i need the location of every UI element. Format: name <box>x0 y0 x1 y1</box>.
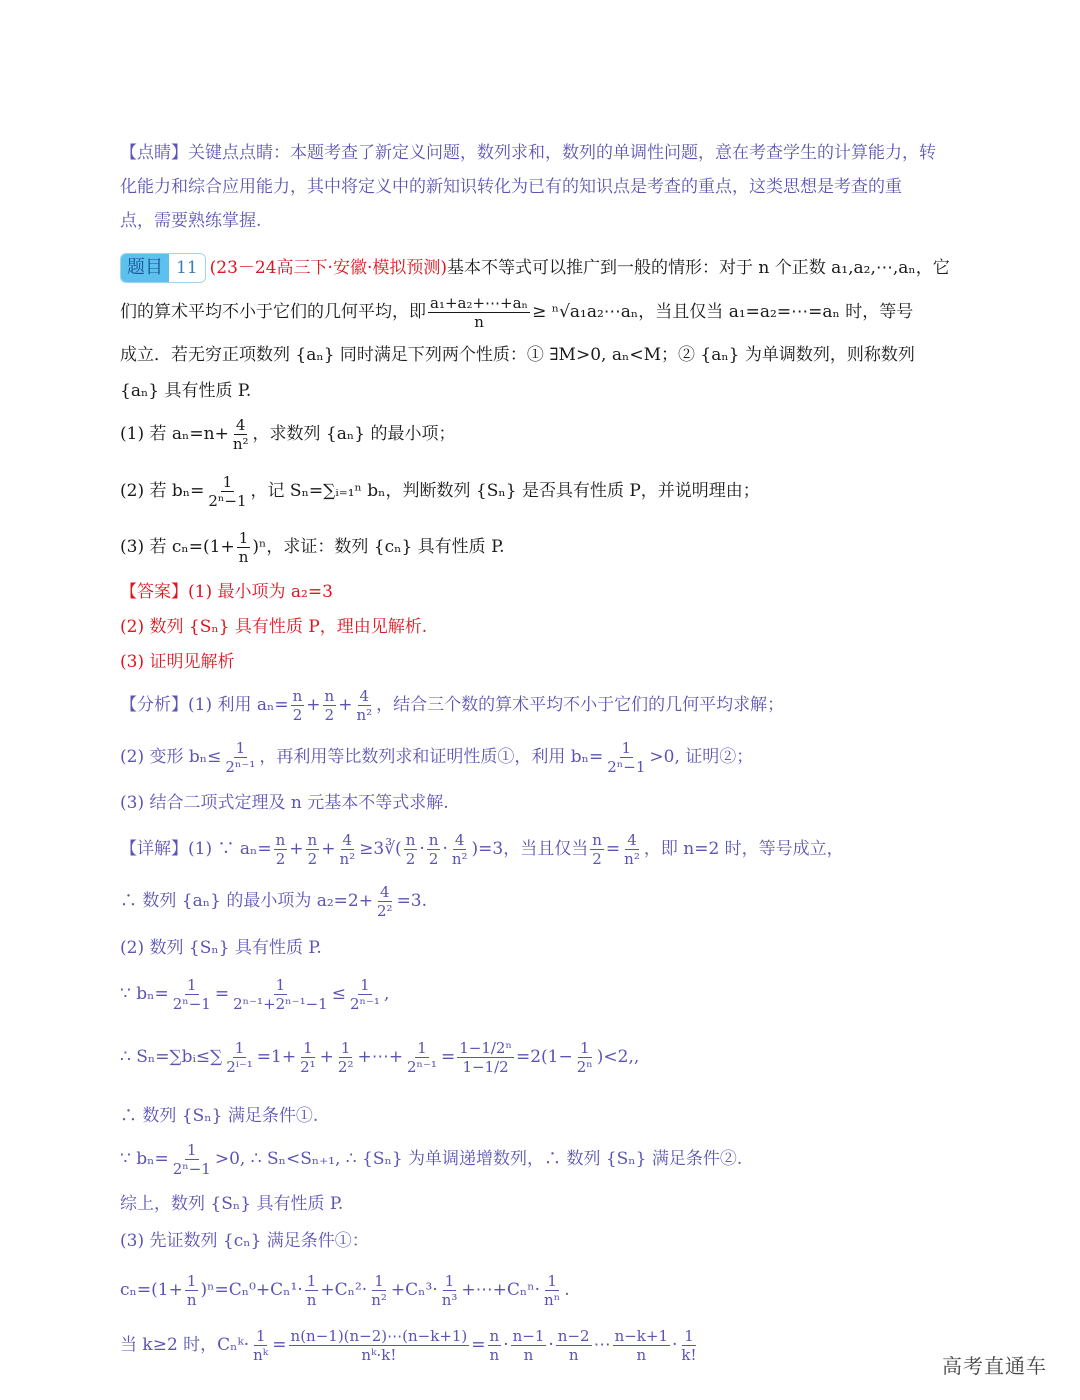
text-segment: )ⁿ，求证：数列 {cₙ} 具有性质 P. <box>252 537 505 557</box>
detail-line-7 <box>120 1136 742 1182</box>
text-segment: ≥3∛( <box>359 839 402 859</box>
text-segment: =1+ <box>256 1047 297 1067</box>
fraction-denominator: 2 <box>292 705 303 724</box>
text-segment: >0, 证明②； <box>649 747 754 767</box>
fraction-denominator: n <box>523 1345 534 1364</box>
fraction-denominator: 2 <box>405 849 416 868</box>
fraction-numerator: 1 <box>684 1326 694 1345</box>
fraction <box>171 1141 213 1178</box>
problem-line-4 <box>120 368 251 414</box>
text-segment: 当 k≥2 时，Cₙᵏ· <box>120 1335 250 1355</box>
text-segment: . <box>564 1280 570 1300</box>
fraction-denominator: 1−1/2 <box>462 1057 509 1076</box>
fraction-denominator: n <box>636 1345 647 1364</box>
fraction-denominator: n² <box>356 705 373 724</box>
text-segment: + <box>338 695 353 715</box>
text-segment: · <box>672 1335 678 1355</box>
fraction-denominator: 2ⁿ−1 <box>172 994 211 1013</box>
answer-line-3 <box>120 639 234 685</box>
fraction <box>274 831 288 868</box>
fraction <box>375 883 395 920</box>
text-segment: (2) 数列 {Sₙ} 具有性质 P，理由见解析. <box>120 617 428 637</box>
fraction-denominator: k! <box>681 1345 697 1364</box>
problem-part-1 <box>120 411 455 457</box>
text-segment: =3. <box>396 891 428 911</box>
text-segment: = <box>471 1335 486 1355</box>
text-segment: +Cₙ²· <box>320 1280 368 1300</box>
question-badge <box>120 253 206 283</box>
fraction <box>354 687 374 724</box>
text-segment: ，记 Sₙ=∑ᵢ₌₁ⁿ bₙ，判断数列 {Sₙ} 是否具有性质 P，并说明理由； <box>250 481 760 501</box>
text-segment: (3) 先证数列 {cₙ} 满足条件①： <box>120 1231 369 1251</box>
fraction-numerator: n <box>489 1326 500 1345</box>
fraction-denominator: nᵏ <box>253 1345 269 1364</box>
text-segment: ∵ bₙ= <box>120 1149 169 1169</box>
fraction-numerator: a₁+a₂+⋯+aₙ <box>430 293 529 312</box>
fraction <box>427 831 441 868</box>
fraction-denominator: nⁿ <box>544 1290 561 1309</box>
fraction <box>488 1327 502 1364</box>
fraction <box>237 529 251 566</box>
text-segment: ，结合三个数的算术平均不小于它们的几何平均求解； <box>376 695 785 715</box>
text-segment: )=3，当且仅当 <box>471 839 589 859</box>
fraction-numerator: n <box>428 830 439 849</box>
fraction-numerator: 1 <box>238 528 249 547</box>
text-segment: (2) 若 bₙ= <box>120 481 205 501</box>
fraction-numerator: 1 <box>186 1271 197 1290</box>
fraction-denominator: 2ⁱ⁻¹ <box>226 1057 253 1076</box>
fraction-denominator: 2ⁿ⁻¹ <box>349 994 380 1013</box>
fraction-denominator: n <box>306 1290 317 1309</box>
detail-line-9 <box>120 1218 369 1264</box>
problem-line-2 <box>120 289 913 335</box>
fraction <box>336 1039 356 1076</box>
text-segment: 【分析】(1) 利用 aₙ= <box>120 695 289 715</box>
fraction <box>231 416 251 453</box>
fraction-numerator: 1 <box>340 1038 351 1057</box>
fraction-denominator: 2ⁿ⁻¹ <box>225 757 256 776</box>
text-segment: + <box>319 1047 334 1067</box>
fraction-numerator: n <box>324 686 335 705</box>
fraction <box>251 1327 270 1364</box>
text-segment: = <box>440 1047 456 1067</box>
fraction <box>291 687 305 724</box>
fraction-denominator: n <box>186 1290 197 1309</box>
fraction-denominator: 2ⁿ⁻¹+2ⁿ⁻¹−1 <box>233 994 328 1013</box>
fraction-denominator: 2² <box>377 901 393 920</box>
fraction <box>556 1327 592 1364</box>
fraction-denominator: 2ⁿ−1 <box>208 491 247 510</box>
fraction-denominator: 2 <box>275 849 286 868</box>
text-segment: ⋯ <box>593 1335 611 1355</box>
text-segment: (1) 若 aₙ=n+ <box>120 424 229 444</box>
text-segment: (2) 数列 {Sₙ} 具有性质 P. <box>120 938 322 958</box>
text-segment: +Cₙ³· <box>390 1280 438 1300</box>
text-segment: = <box>605 839 621 859</box>
fraction-denominator: n <box>474 312 484 331</box>
fraction-denominator: 2ⁿ−1 <box>607 757 646 776</box>
text-segment: ∵ bₙ= <box>120 984 169 1004</box>
fraction-numerator: 4 <box>235 415 246 434</box>
text-segment: 【点睛】关键点点睛：本题考查了新定义问题，数列求和，数列的单调性问题，意在考查学生的计算能力，转 <box>120 143 936 163</box>
fraction-numerator: 1 <box>547 1271 557 1290</box>
text-segment: = <box>214 984 230 1004</box>
fraction-numerator: n(n−1)(n−2)⋯(n−k+1) <box>290 1326 468 1345</box>
text-segment: 点，需要熟练掌握. <box>120 211 262 231</box>
text-segment: = <box>272 1335 287 1355</box>
fraction-denominator: n² <box>339 849 356 868</box>
fraction <box>605 739 647 776</box>
text-segment: 综上，数列 {Sₙ} 具有性质 P. <box>120 1194 344 1214</box>
fraction-numerator: 4 <box>342 830 353 849</box>
fraction-denominator: 2 <box>428 849 439 868</box>
fraction <box>405 1039 439 1076</box>
fraction <box>323 687 337 724</box>
text-segment: 化能力和综合应用能力，其中将定义中的新知识转化为已有的知识点是考查的重点，这类思想是考查的重 <box>120 177 902 197</box>
detail-line-5 <box>120 1034 639 1080</box>
fraction-numerator: 1 <box>255 1326 266 1345</box>
text-segment: · <box>503 1335 509 1355</box>
fraction <box>622 831 642 868</box>
detail-line-2 <box>120 878 427 924</box>
fraction-numerator: 1 <box>621 738 632 757</box>
fraction-denominator: 2ⁿ⁻¹ <box>406 1057 437 1076</box>
text-segment: 成立．若无穷正项数列 {aₙ} 同时满足下列两个性质：① ∃M>0, aₙ<M；② {aₙ} 为单调数列，则称数列 <box>120 345 915 365</box>
dianjing-line-3 <box>120 198 261 244</box>
text-segment: +⋯+ <box>357 1047 403 1067</box>
fraction-numerator: n−1 <box>512 1326 545 1345</box>
detail-line-6 <box>120 1093 318 1139</box>
detail-line-11 <box>120 1322 701 1368</box>
fraction-numerator: n <box>275 830 286 849</box>
question-source: (23－24高三下·安徽·模拟预测) <box>209 258 447 278</box>
fraction-numerator: 4 <box>359 686 370 705</box>
fraction-numerator: 4 <box>380 882 390 901</box>
question-badge-label: 题目 <box>121 254 169 282</box>
detail-line-10 <box>120 1267 570 1313</box>
problem-part-2 <box>120 468 760 514</box>
fraction-numerator: n <box>405 830 416 849</box>
text-segment: , <box>383 984 390 1004</box>
fraction-numerator: 1 <box>417 1038 427 1057</box>
analysis-line-3 <box>120 780 449 826</box>
problem-part-3 <box>120 524 504 570</box>
fraction-numerator: n−k+1 <box>614 1326 669 1345</box>
fraction <box>590 831 604 868</box>
text-segment: >0, ∴ Sₙ<Sₙ₊₁, ∴ {Sₙ} 为单调递增数列，∴ 数列 {Sₙ} 满足条件②. <box>214 1149 743 1169</box>
text-segment: )ⁿ=Cₙ⁰+Cₙ¹· <box>200 1280 303 1300</box>
text-segment: · <box>548 1335 554 1355</box>
fraction <box>223 739 257 776</box>
text-segment: ∴ Sₙ=∑bᵢ≤∑ <box>120 1047 223 1067</box>
fraction-denominator: 2ⁿ−1 <box>172 1159 211 1178</box>
text-segment: (3) 若 cₙ=(1+ <box>120 537 235 557</box>
fraction-denominator: 2 <box>324 705 335 724</box>
fraction <box>337 831 357 868</box>
question-number: 11 <box>169 254 205 282</box>
text-segment: + <box>321 839 336 859</box>
text-segment: (2) 变形 bₙ≤ <box>120 747 222 767</box>
text-segment: )<2,, <box>596 1047 640 1067</box>
fraction-numerator: 4 <box>627 830 637 849</box>
detail-line-4 <box>120 971 389 1017</box>
text-segment: 【答案】(1) 最小项为 a₂=3 <box>120 582 333 602</box>
text-segment: cₙ=(1+ <box>120 1280 183 1300</box>
fraction-numerator: 1 <box>222 472 233 491</box>
fraction-denominator: 2 <box>307 849 318 868</box>
text-segment: + <box>289 839 304 859</box>
fraction-numerator: 1 <box>303 1038 313 1057</box>
detail-line-3 <box>120 925 322 971</box>
problem-line-1 <box>120 245 950 291</box>
analysis-line-2 <box>120 734 753 780</box>
fraction-denominator: n² <box>232 434 249 453</box>
text-segment: +⋯+Cₙⁿ· <box>461 1280 541 1300</box>
fraction-denominator: n² <box>451 849 468 868</box>
fraction <box>440 1272 460 1309</box>
fraction <box>575 1039 595 1076</box>
fraction-numerator: 1 <box>234 1038 245 1057</box>
fraction <box>231 976 330 1013</box>
text-segment: ∴ 数列 {Sₙ} 满足条件①. <box>120 1106 319 1126</box>
fraction <box>511 1327 547 1364</box>
fraction-numerator: 1 <box>187 1140 197 1159</box>
fraction-numerator: 1 <box>374 1271 384 1290</box>
detail-line-1 <box>120 826 844 872</box>
fraction-denominator: nᵏ·k! <box>361 1345 397 1364</box>
fraction <box>298 1039 318 1076</box>
watermark: 高考直通车 <box>942 1354 1047 1378</box>
fraction-denominator: 2² <box>337 1057 354 1076</box>
fraction <box>305 1272 319 1309</box>
text-segment: (3) 结合二项式定理及 n 元基本不等式求解. <box>120 793 449 813</box>
fraction-denominator: n <box>568 1345 579 1364</box>
fraction <box>542 1272 562 1309</box>
fraction <box>679 1327 698 1364</box>
fraction-denominator: 2¹ <box>300 1057 316 1076</box>
fraction <box>224 1039 255 1076</box>
fraction-denominator: 2ⁿ <box>576 1057 593 1076</box>
fraction <box>404 831 418 868</box>
fraction-numerator: n <box>592 830 602 849</box>
fraction <box>185 1272 199 1309</box>
text-segment: ，求数列 {aₙ} 的最小项； <box>252 424 456 444</box>
fraction-numerator: 1 <box>579 1038 590 1057</box>
fraction <box>369 1272 389 1309</box>
fraction <box>171 976 213 1013</box>
fraction-denominator: 2 <box>592 849 602 868</box>
fraction-numerator: 1−1/2ⁿ <box>459 1038 512 1057</box>
fraction <box>206 473 248 510</box>
text-segment: 【详解】(1) ∵ aₙ= <box>120 839 272 859</box>
fraction-numerator: 1 <box>187 975 197 994</box>
text-segment: ，即 n=2 时，等号成立， <box>643 839 844 859</box>
text-segment: · <box>419 839 425 859</box>
text-segment: {aₙ} 具有性质 P. <box>120 381 252 401</box>
fraction <box>306 831 320 868</box>
text-segment: 们的算术平均不小于它们的几何平均，即 <box>120 302 426 322</box>
text-segment: + <box>306 695 321 715</box>
fraction-denominator: n <box>238 547 249 566</box>
fraction-numerator: 1 <box>306 1271 317 1290</box>
text-segment: ∴ 数列 {aₙ} 的最小项为 a₂=2+ <box>120 891 373 911</box>
text-segment: ≥ ⁿ√a₁a₂⋯aₙ，当且仅当 a₁=a₂=⋯=aₙ 时，等号 <box>532 302 914 322</box>
text-segment: (3) 证明见解析 <box>120 652 235 672</box>
fraction-numerator: 1 <box>360 975 370 994</box>
fraction-numerator: 1 <box>275 975 286 994</box>
fraction-numerator: n <box>292 686 303 705</box>
fraction <box>289 1327 470 1364</box>
fraction <box>613 1327 670 1364</box>
fraction <box>348 976 382 1013</box>
analysis-line-1 <box>120 682 784 728</box>
text-segment: 基本不等式可以推广到一般的情形：对于 n 个正数 a₁,a₂,⋯,aₙ，它 <box>446 258 950 278</box>
fraction-numerator: n <box>307 830 318 849</box>
fraction-numerator: 4 <box>454 830 465 849</box>
fraction-denominator: n³ <box>441 1290 458 1309</box>
fraction-numerator: n−2 <box>557 1326 590 1345</box>
fraction-denominator: n² <box>371 1290 387 1309</box>
text-segment: =2(1− <box>515 1047 573 1067</box>
fraction <box>428 294 530 331</box>
fraction-numerator: 1 <box>444 1271 455 1290</box>
fraction-numerator: 1 <box>235 738 246 757</box>
text-segment: · <box>442 839 448 859</box>
fraction <box>450 831 470 868</box>
text-segment: ，再利用等比数列求和证明性质①，利用 bₙ= <box>259 747 604 767</box>
fraction-denominator: n² <box>624 849 640 868</box>
text-segment: ≤ <box>331 984 346 1004</box>
fraction <box>457 1039 514 1076</box>
fraction-denominator: n <box>489 1345 500 1364</box>
